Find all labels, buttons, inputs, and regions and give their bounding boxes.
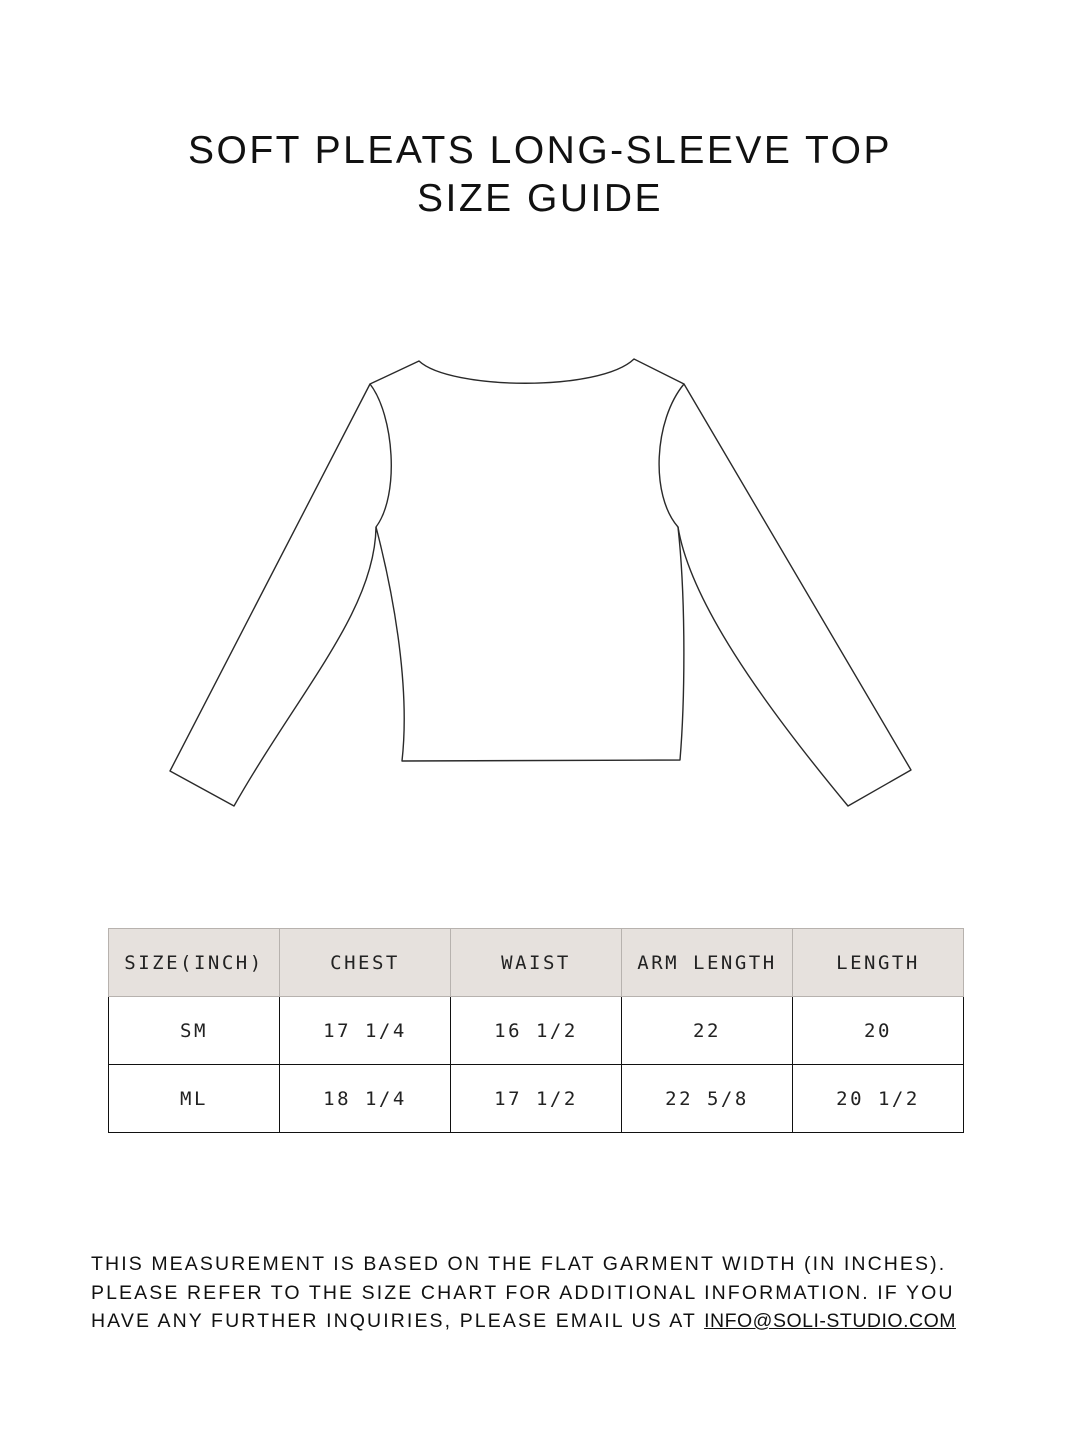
note-line-1: THIS MEASUREMENT IS BASED ON THE FLAT GARMENT WIDTH (IN INCHES). [91,1253,947,1275]
cell-length: 20 1/2 [793,1065,964,1133]
cell-size: ML [109,1065,280,1133]
page-title: SOFT PLEATS LONG-SLEEVE TOP [188,129,892,172]
header-size: SIZE(INCH) [109,929,280,997]
measurement-note [91,1250,1011,1336]
garment-right-sleeve [678,384,911,806]
garment-left-sleeve [170,384,376,806]
email-link[interactable]: INFO@SOLI-STUDIO.COM [704,1310,956,1332]
cell-arm-length: 22 5/8 [622,1065,793,1133]
page-subtitle: SIZE GUIDE [416,177,664,220]
note-line-3 [91,1307,1011,1336]
header-chest: CHEST [280,929,451,997]
header-waist: WAIST [451,929,622,997]
cell-waist: 16 1/2 [451,997,622,1065]
table-header-row [109,929,964,997]
cell-chest: 17 1/4 [280,997,451,1065]
garment-sketch [0,300,1080,840]
cell-chest: 18 1/4 [280,1065,451,1133]
cell-arm-length: 22 [622,997,793,1065]
garment-body-outline [370,359,684,761]
table-row [109,1065,964,1133]
table-row [109,997,964,1065]
cell-waist: 17 1/2 [451,1065,622,1133]
size-chart-table [108,928,964,1133]
header-length: LENGTH [793,929,964,997]
note-line-3-text: HAVE ANY FURTHER INQUIRIES, PLEASE EMAIL US AT [91,1310,697,1332]
header-arm-length: ARM LENGTH [622,929,793,997]
note-line-2: PLEASE REFER TO THE SIZE CHART FOR ADDITIONAL INFORMATION. IF YOU [91,1281,955,1304]
cell-length: 20 [793,997,964,1065]
cell-size: SM [109,997,280,1065]
